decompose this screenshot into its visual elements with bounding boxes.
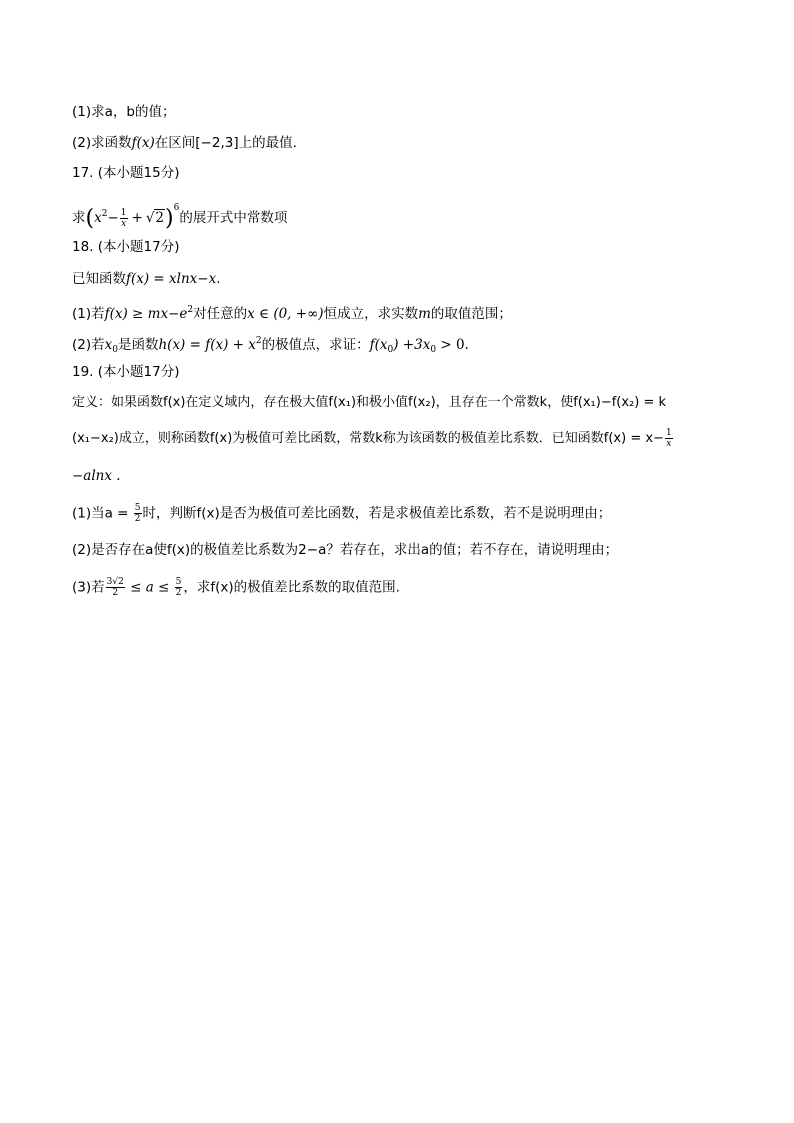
q19-part3-frac-num: 3√2 bbox=[106, 577, 124, 587]
q19-part3-prefix: (3)若 bbox=[72, 579, 105, 596]
q19-part1-prefix: (1)当a = bbox=[72, 505, 133, 522]
q17-frac-den: x bbox=[121, 218, 127, 229]
q18-intro-formula: f(x) = xlnx−x bbox=[126, 271, 217, 287]
q19-def-line3 bbox=[72, 466, 121, 486]
q18-part2-x-sub: 0 bbox=[112, 345, 118, 355]
q19-part1-frac-num: 5 bbox=[134, 503, 141, 513]
q17-x: x bbox=[94, 210, 102, 226]
q16-part2-fx: f(x) bbox=[131, 135, 155, 151]
q18-part1-end: 的取值范围； bbox=[430, 306, 512, 322]
q18-part2-formula: h(x) = f(x) + x bbox=[158, 337, 256, 353]
q19-part1-frac-den: 2 bbox=[134, 514, 141, 524]
q18-part2-ineq-sub: 0 bbox=[387, 345, 394, 355]
q18-part1 bbox=[72, 300, 512, 324]
q17-prefix: 求 bbox=[72, 210, 86, 226]
q16-part2-mid: 在区间[−2,3]上的最值. bbox=[154, 135, 297, 151]
q17-suffix: 的展开式中常数项 bbox=[179, 210, 288, 226]
q18-part2 bbox=[72, 331, 469, 360]
q16-part1: (1)求a，b的值； bbox=[72, 104, 176, 120]
q16-part2-prefix: (2)求函数 bbox=[72, 135, 132, 151]
q17-sqrt: √2 bbox=[145, 210, 165, 226]
q19-part1-frac bbox=[134, 503, 142, 524]
q18-part1-exp: 2 bbox=[187, 305, 194, 315]
q18-part1-mid: 对任意的 bbox=[193, 306, 248, 322]
q19-def-line2 bbox=[72, 428, 674, 449]
q17-sq: 2 bbox=[101, 209, 108, 219]
q17-plus: + bbox=[131, 210, 143, 226]
q18-part2-ineq-sub2: 0 bbox=[430, 345, 437, 355]
q18-intro-end: . bbox=[216, 271, 221, 287]
q19-part3-mid: ≤ a ≤ bbox=[125, 579, 174, 596]
q18-part2-exp: 2 bbox=[255, 336, 262, 346]
q19-part3-frac-den: 2 bbox=[112, 588, 119, 598]
q19-part1-suffix: 时，判断f(x)是否为极值可差比函数，若是求极值差比系数，若不是说明理由； bbox=[142, 505, 612, 522]
q18-part1-prefix: (1)若 bbox=[72, 306, 105, 322]
q18-intro bbox=[72, 269, 221, 289]
q18-part1-formula: f(x) ≥ mx−e bbox=[104, 306, 188, 322]
q18-part2-x: x bbox=[104, 337, 113, 353]
q19-part3-frac2-den: 2 bbox=[175, 588, 182, 598]
q18-part2-prefix: (2)若 bbox=[72, 337, 105, 353]
q17-minus: − bbox=[107, 210, 119, 226]
q18-part1-set: x ∈ (0, +∞) bbox=[247, 306, 324, 322]
q17-rad: 2 bbox=[155, 210, 165, 226]
q17-header: 17. (本小题15分) bbox=[72, 165, 180, 181]
q16-part2 bbox=[72, 133, 297, 153]
q18-part2-ineq-a: f(x bbox=[369, 337, 388, 353]
q18-part1-mid2: 恒成立，求实数 bbox=[323, 306, 419, 322]
q19-part3-frac2 bbox=[175, 577, 183, 598]
q17-body: 求($x^2-$ $\frac{1}{x}$ + √2)$^6$的展开式中常数项 bbox=[72, 203, 288, 231]
q18-part2-mid2: 的极值点，求证： bbox=[261, 337, 370, 353]
q19-def-line3-text: −alnx . bbox=[72, 468, 121, 484]
q19-part3 bbox=[72, 577, 400, 598]
q19-part3-frac2-num: 5 bbox=[175, 577, 182, 587]
q18-part2-ineq-b: ) +3x bbox=[393, 337, 431, 353]
q17-frac-num: 1 bbox=[120, 207, 127, 218]
q19-part2: (2)是否存在a使f(x)的极值差比系数为2−a？若存在，求出a的值；若不存在，请说明理由； bbox=[72, 542, 619, 558]
q18-part1-m: m bbox=[418, 306, 431, 322]
q19-def-frac-den: x bbox=[666, 439, 672, 449]
q18-header: 18. (本小题17分) bbox=[72, 239, 180, 255]
q19-def-line1: 定义：如果函数f(x)在定义域内，存在极大值f(x₁)和极小值f(x₂)，且存在一个常数k，使f(x₁)−f(x₂) = k bbox=[72, 395, 667, 410]
q18-part2-ineq-c: > 0. bbox=[436, 337, 469, 353]
q18-part2-mid: 是函数 bbox=[117, 337, 159, 353]
q19-def-frac bbox=[665, 428, 673, 449]
q19-part3-frac bbox=[106, 577, 125, 598]
q17-frac bbox=[120, 208, 128, 229]
q19-header: 19. (本小题17分) bbox=[72, 364, 180, 380]
q18-intro-prefix: 已知函数 bbox=[72, 271, 126, 287]
q17-exp: 6 bbox=[173, 203, 180, 213]
q19-part3-suffix: ，求f(x)的极值差比系数的取值范围. bbox=[183, 579, 400, 596]
q19-def-line2-prefix: (x₁−x₂)成立，则称函数f(x)为极值可差比函数，常数k称为该函数的极值差比系数．已知函数f(x) = x− bbox=[72, 431, 664, 446]
q19-part1 bbox=[72, 503, 611, 524]
q19-def-frac-num: 1 bbox=[665, 428, 672, 438]
